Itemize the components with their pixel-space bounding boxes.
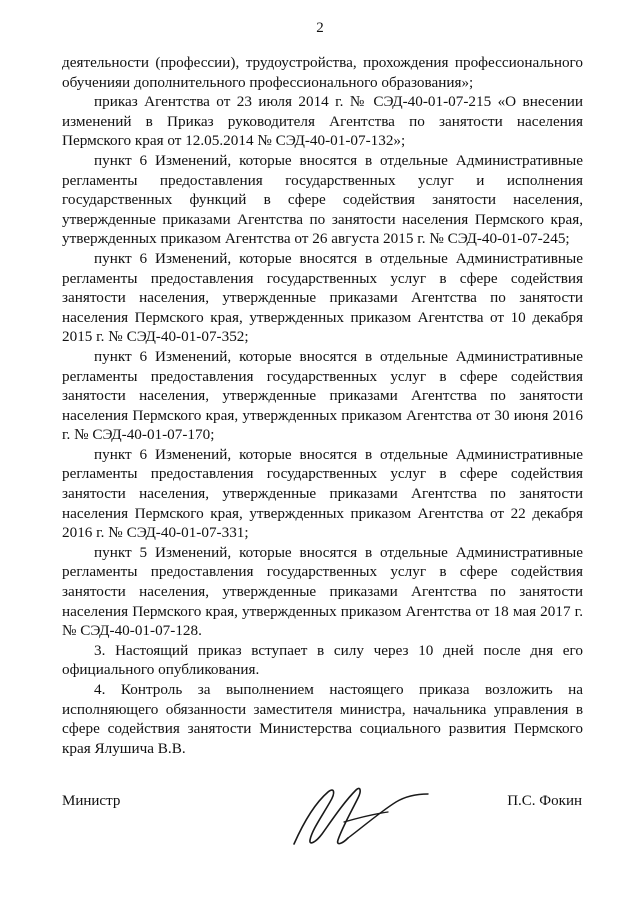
paragraph-continuation: деятельности (профессии), трудоустройства, прохождения профессионального обученияи дополнительного профессионального образования»; bbox=[62, 54, 583, 91]
paragraph-clause-4: 4. Контроль за выполнением настоящего приказа возложить на исполняющего обязанности заместителя министра, начальника управления в сфере содействия занятости Министерства социального развития Пермского края Ялушича В.В. bbox=[62, 681, 583, 757]
paragraph-clause-3: 3. Настоящий приказ вступает в силу через 10 дней после дня его официального опубликования. bbox=[62, 641, 583, 679]
paragraph-item-2015-dec: пункт 6 Изменений, которые вносятся в отдельные Административные регламенты предоставления государственных услуг в сфере содействия занятости населения, утвержденные приказами Агентства по занятости населения Пермского края, утвержденных приказом Агентства от 10 декабря 2015 г. № СЭД-40-01-07-352; bbox=[62, 249, 583, 346]
paragraph-order-2014: приказ Агентства от 23 июля 2014 г. № СЭД-40-01-07-215 «О внесении изменений в Приказ руководителя Агентства по занятости населения Пермского края от 12.05.2014 № СЭД-40-01-07-132»; bbox=[62, 93, 583, 150]
signatory-title: Министр bbox=[62, 793, 121, 809]
paragraph-item-2017-may: пункт 5 Изменений, которые вносятся в отдельные Административные регламенты предоставления государственных услуг в сфере содействия занятости населения, утвержденные приказами Агентства по занятости населения Пермского края, утвержденных приказом Агентства от 18 мая 2017 г. № СЭД-40-01-07-128. bbox=[62, 543, 583, 640]
page-number: 2 bbox=[316, 20, 324, 36]
paragraph-item-2016-jun: пункт 6 Изменений, которые вносятся в отдельные Административные регламенты предоставления государственных услуг в сфере содействия занятости населения, утвержденные приказами Агентства по занятости населения Пермского края, утвержденных приказом Агентства от 30 июня 2016 г. № СЭД-40-01-07-170; bbox=[62, 347, 583, 444]
paragraph-item-2016-dec: пункт 6 Изменений, которые вносятся в отдельные Административные регламенты предоставления государственных услуг в сфере содействия занятости населения, утвержденные приказами Агентства по занятости населения Пермского края, утвержденных приказом Агентства от 22 декабря 2016 г. № СЭД-40-01-07-331; bbox=[62, 445, 583, 542]
document-body bbox=[62, 53, 583, 758]
handwritten-signature bbox=[288, 782, 438, 852]
paragraph-item-2015-aug: пункт 6 Изменений, которые вносятся в отдельные Административные регламенты предоставления государственных услуг и исполнения государственных функций в сфере содействия занятости населения, утвержденные приказами Агентства по занятости населения Пермского края, утвержденных приказом Агентства от 26 августа 2015 г. № СЭД-40-01-07-245; bbox=[62, 151, 583, 248]
signatory-name: П.С. Фокин bbox=[507, 793, 582, 809]
